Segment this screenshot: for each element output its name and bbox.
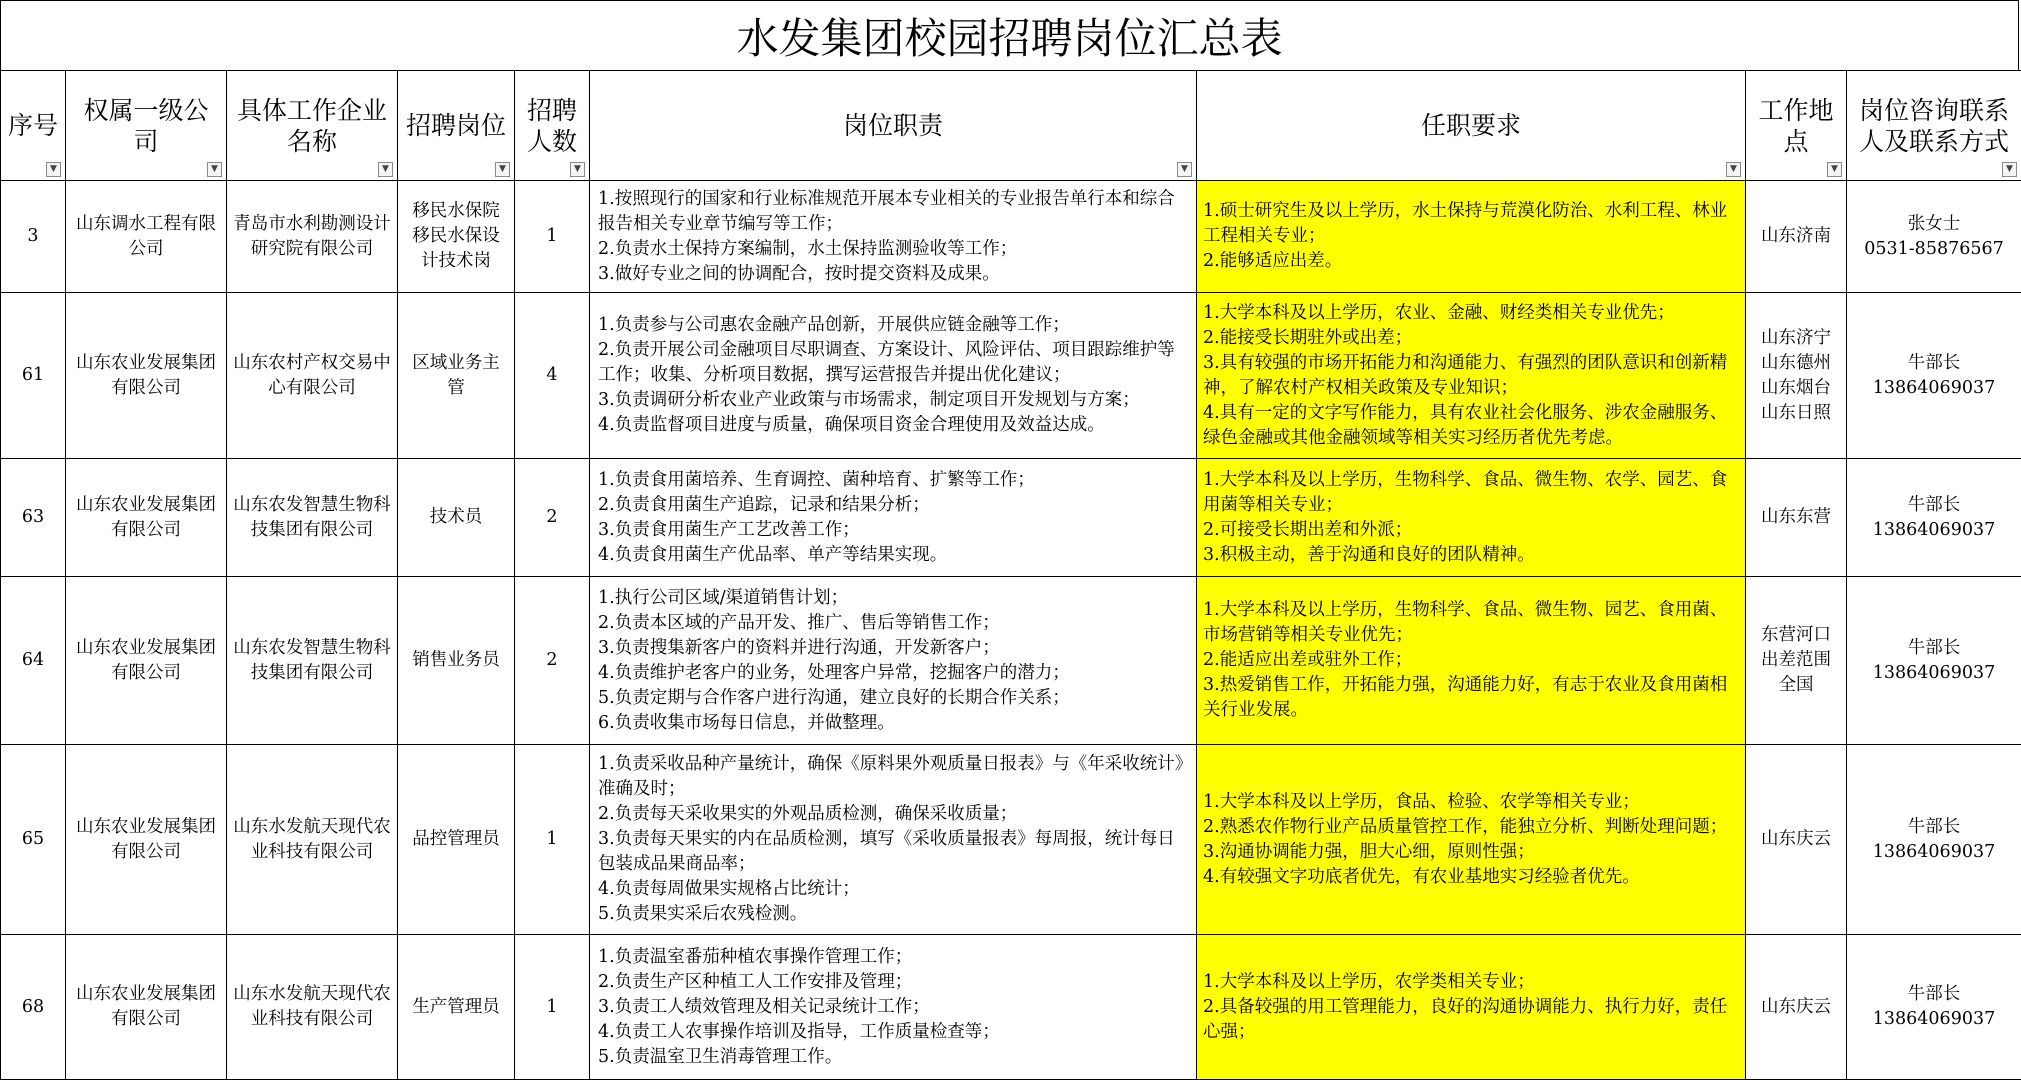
- requirement-line: 4.具有一定的文字写作能力，具有农业社会化服务、涉农金融服务、绿色金融或其他金融领域等相关实习经历者优先考虑。: [1203, 402, 1728, 448]
- duty-line: 4.负责工人农事操作培训及指导，工作质量检查等；: [598, 1021, 1000, 1042]
- cell-duties[interactable]: [590, 459, 1197, 577]
- cell-company[interactable]: 山东农业发展集团有限公司: [66, 577, 227, 745]
- header-no: 序号 ▼: [1, 71, 66, 181]
- filter-dropdown-icon[interactable]: ▼: [570, 162, 585, 177]
- cell-company[interactable]: 山东调水工程有限公司: [66, 181, 227, 293]
- table-row: [1, 577, 2021, 745]
- requirement-line: 1.大学本科及以上学历，生物科学、食品、微生物、农学、园艺、食用菌等相关专业；: [1203, 469, 1728, 515]
- location-line: 山东济南: [1761, 226, 1831, 246]
- table-title: 水发集团校园招聘岗位汇总表: [0, 0, 2019, 70]
- duty-line: 2.负责食用菌生产追踪，记录和结果分析；: [598, 494, 930, 515]
- cell-count[interactable]: 2: [515, 577, 590, 745]
- duty-line: 1.执行公司区域/渠道销售计划；: [598, 587, 849, 608]
- table-row: [1, 459, 2021, 577]
- header-position: 招聘岗位 ▼: [398, 71, 515, 181]
- cell-contact[interactable]: [1847, 459, 2021, 577]
- requirement-line: 2.具备较强的用工管理能力，良好的沟通协调能力、执行力好，责任心强；: [1203, 996, 1728, 1042]
- cell-contact[interactable]: [1847, 935, 2021, 1080]
- contact-phone: 13864069037: [1872, 1009, 1996, 1029]
- contact-phone: 0531-85876567: [1864, 238, 2004, 259]
- cell-location[interactable]: [1746, 935, 1847, 1080]
- cell-duties[interactable]: [590, 293, 1197, 459]
- requirement-line: 1.硕士研究生及以上学历，水土保持与荒漠化防治、水利工程、林业工程相关专业；: [1203, 201, 1728, 246]
- cell-no[interactable]: 65: [1, 745, 66, 935]
- duty-line: 4.负责监督项目进度与质量，确保项目资金合理使用及效益达成。: [598, 415, 1105, 435]
- table-row: [1, 935, 2021, 1080]
- duty-line: 3.负责搜集新客户的资料并进行沟通，开发新客户；: [598, 637, 1000, 658]
- cell-company[interactable]: 山东农业发展集团有限公司: [66, 935, 227, 1080]
- duty-line: 3.做好专业之间的协调配合，按时提交资料及成果。: [598, 263, 1000, 284]
- contact-name: 牛部长: [1907, 816, 1961, 837]
- recruitment-table: [0, 70, 2021, 1080]
- cell-no[interactable]: 64: [1, 577, 66, 745]
- requirement-line: 2.熟悉农作物行业产品质量管控工作，能独立分析、判断处理问题；: [1203, 816, 1728, 837]
- cell-enterprise[interactable]: 山东农发智慧生物科技集团有限公司: [227, 459, 398, 577]
- duty-line: 5.负责温室卫生消毒管理工作。: [598, 1046, 843, 1067]
- cell-position[interactable]: 生产管理员: [398, 935, 515, 1080]
- duty-line: 2.负责水土保持方案编制，水土保持监测验收等工作；: [598, 238, 1018, 259]
- cell-no[interactable]: 68: [1, 935, 66, 1080]
- location-line: 山东庆云: [1761, 829, 1831, 849]
- cell-count[interactable]: 1: [515, 935, 590, 1080]
- cell-position[interactable]: 品控管理员: [398, 745, 515, 935]
- requirement-line: 2.能够适应出差。: [1203, 251, 1343, 271]
- header-duties: 岗位职责 ▼: [590, 71, 1197, 181]
- cell-duties[interactable]: [590, 181, 1197, 293]
- cell-position[interactable]: 移民水保院移民水保设计技术岗: [398, 181, 515, 293]
- table-row: [1, 293, 2021, 459]
- header-requirements: 任职要求 ▼: [1197, 71, 1746, 181]
- location-line: 山东庆云: [1761, 996, 1831, 1017]
- cell-count[interactable]: 4: [515, 293, 590, 459]
- requirement-line: 4.有较强文字功底者优先，有农业基地实习经验者优先。: [1203, 866, 1640, 887]
- duty-line: 3.负责调研分析农业产业政策与市场需求，制定项目开发规划与方案；: [598, 390, 1140, 410]
- cell-duties[interactable]: [590, 577, 1197, 745]
- filter-dropdown-icon[interactable]: ▼: [2002, 162, 2017, 177]
- cell-enterprise[interactable]: 青岛市水利勘测设计研究院有限公司: [227, 181, 398, 293]
- cell-location[interactable]: [1746, 181, 1847, 293]
- duty-line: 1.按照现行的国家和行业标准规范开展本专业相关的专业报告单行本和综合报告相关专业章节编写等工作；: [598, 188, 1175, 234]
- header-count: 招聘人数 ▼: [515, 71, 590, 181]
- duty-line: 1.负责食用菌培养、生育调控、菌种培育、扩繁等工作；: [598, 469, 1035, 490]
- header-contact: 岗位咨询联系人及联系方式 ▼: [1847, 71, 2021, 181]
- header-row: [1, 71, 2021, 181]
- requirement-line: 2.能接受长期驻外或出差；: [1203, 327, 1413, 348]
- cell-requirements[interactable]: [1197, 459, 1746, 577]
- duty-line: 4.负责维护老客户的业务，处理客户异常，挖掘客户的潜力；: [598, 662, 1070, 683]
- cell-enterprise[interactable]: 山东水发航天现代农业科技有限公司: [227, 935, 398, 1080]
- cell-no[interactable]: 3: [1, 181, 66, 293]
- cell-requirements[interactable]: [1197, 745, 1746, 935]
- cell-company[interactable]: 山东农业发展集团有限公司: [66, 459, 227, 577]
- requirement-line: 3.具有较强的市场开拓能力和沟通能力、有强烈的团队意识和创新精神，了解农村产权相关政策及专业知识；: [1203, 352, 1728, 398]
- cell-location[interactable]: [1746, 577, 1847, 745]
- location-line: 山东东营: [1761, 507, 1831, 527]
- location-line: 山东烟台: [1761, 377, 1831, 398]
- cell-location[interactable]: [1746, 293, 1847, 459]
- cell-contact[interactable]: [1847, 181, 2021, 293]
- cell-duties[interactable]: [590, 935, 1197, 1080]
- filter-dropdown-icon[interactable]: ▼: [46, 162, 61, 177]
- cell-enterprise[interactable]: 山东农发智慧生物科技集团有限公司: [227, 577, 398, 745]
- duty-line: 2.负责生产区种植工人工作安排及管理；: [598, 971, 913, 992]
- cell-no[interactable]: 63: [1, 459, 66, 577]
- location-line: 山东日照: [1761, 402, 1831, 423]
- table-body: [1, 181, 2021, 1080]
- duty-line: 2.负责开展公司金融项目尽职调查、方案设计、风险评估、项目跟踪维护等工作；收集、分析项目数据，撰写运营报告并提出优化建议；: [598, 340, 1175, 385]
- cell-location[interactable]: [1746, 745, 1847, 935]
- requirement-line: 1.大学本科及以上学历，农学类相关专业；: [1203, 971, 1535, 992]
- requirement-line: 1.大学本科及以上学历，农业、金融、财经类相关专业优先；: [1203, 302, 1675, 323]
- cell-requirements[interactable]: [1197, 181, 1746, 293]
- contact-name: 牛部长: [1907, 352, 1961, 373]
- cell-requirements[interactable]: [1197, 577, 1746, 745]
- filter-dropdown-icon[interactable]: ▼: [378, 162, 393, 177]
- requirement-line: 1.大学本科及以上学历，食品、检验、农学等相关专业；: [1203, 791, 1640, 812]
- filter-dropdown-icon[interactable]: ▼: [1827, 162, 1842, 177]
- cell-enterprise[interactable]: 山东水发航天现代农业科技有限公司: [227, 745, 398, 935]
- contact-name: 张女士: [1907, 213, 1961, 234]
- cell-contact[interactable]: [1847, 577, 2021, 745]
- cell-position[interactable]: 技术员: [398, 459, 515, 577]
- contact-name: 牛部长: [1907, 494, 1961, 515]
- duty-line: 2.负责每天采收果实的外观品质检测，确保采收质量；: [598, 804, 1018, 824]
- cell-position[interactable]: 销售业务员: [398, 577, 515, 745]
- requirement-line: 3.热爱销售工作，开拓能力强，沟通能力好，有志于农业及食用菌相关行业发展。: [1203, 675, 1728, 720]
- duty-line: 2.负责本区域的产品开发、推广、售后等销售工作；: [598, 612, 1000, 633]
- duty-line: 3.负责食用菌生产工艺改善工作；: [598, 519, 860, 540]
- location-line: 出差范围: [1761, 650, 1831, 670]
- duty-line: 5.负责果实采后农残检测。: [598, 904, 808, 924]
- duty-line: 5.负责定期与合作客户进行沟通，建立良好的长期合作关系；: [598, 687, 1070, 708]
- cell-no[interactable]: 61: [1, 293, 66, 459]
- requirement-line: 2.能适应出差或驻外工作；: [1203, 650, 1413, 670]
- duty-line: 3.负责每天果实的内在品质检测，填写《采收质量报表》每周报，统计每日包装成品果商品率；: [598, 829, 1175, 874]
- cell-requirements[interactable]: [1197, 935, 1746, 1080]
- requirement-line: 3.积极主动，善于沟通和良好的团队精神。: [1203, 544, 1535, 565]
- contact-phone: 13864069037: [1872, 377, 1996, 398]
- table-row: [1, 745, 2021, 935]
- location-line: 东营河口: [1761, 625, 1831, 645]
- duty-line: 6.负责收集市场每日信息，并做整理。: [598, 712, 895, 733]
- cell-enterprise[interactable]: 山东农村产权交易中心有限公司: [227, 293, 398, 459]
- cell-position[interactable]: 区域业务主管: [398, 293, 515, 459]
- table-row: [1, 181, 2021, 293]
- requirement-line: 2.可接受长期出差和外派；: [1203, 519, 1413, 540]
- cell-company[interactable]: 山东农业发展集团有限公司: [66, 745, 227, 935]
- header-location: 工作地点 ▼: [1746, 71, 1847, 181]
- cell-contact[interactable]: [1847, 293, 2021, 459]
- header-enterprise: 具体工作企业名称 ▼: [227, 71, 398, 181]
- requirement-line: 3.沟通协调能力强，胆大心细，原则性强；: [1203, 841, 1535, 862]
- filter-dropdown-icon[interactable]: ▼: [495, 162, 510, 177]
- location-line: 全国: [1778, 675, 1814, 695]
- location-line: 山东德州: [1761, 352, 1831, 373]
- cell-requirements[interactable]: [1197, 293, 1746, 459]
- cell-company[interactable]: 山东农业发展集团有限公司: [66, 293, 227, 459]
- duty-line: 4.负责每周做果实规格占比统计；: [598, 879, 860, 899]
- contact-phone: 13864069037: [1872, 841, 1996, 862]
- location-line: 山东济宁: [1761, 327, 1831, 348]
- cell-contact[interactable]: [1847, 745, 2021, 935]
- duty-line: 1.负责参与公司惠农金融产品创新，开展供应链金融等工作；: [598, 315, 1070, 335]
- filtered-dropdown-icon[interactable]: ▼: [1726, 162, 1741, 177]
- duty-line: 4.负责食用菌生产优品率、单产等结果实现。: [598, 544, 948, 565]
- filter-dropdown-icon[interactable]: ▼: [1177, 162, 1192, 177]
- cell-duties[interactable]: [590, 745, 1197, 935]
- requirement-line: 1.大学本科及以上学历，生物科学、食品、微生物、园艺、食用菌、市场营销等相关专业优先；: [1203, 600, 1728, 645]
- cell-location[interactable]: [1746, 459, 1847, 577]
- duty-line: 1.负责温室番茄种植农事操作管理工作；: [598, 946, 913, 967]
- header-company: 权属一级公司 ▼: [66, 71, 227, 181]
- cell-count[interactable]: 1: [515, 745, 590, 935]
- contact-name: 牛部长: [1907, 637, 1961, 658]
- cell-count[interactable]: 2: [515, 459, 590, 577]
- duty-line: 1.负责采收品种产量统计，确保《原料果外观质量日报表》与《年采收统计》准确及时；: [598, 754, 1184, 799]
- filter-dropdown-icon[interactable]: ▼: [207, 162, 222, 177]
- cell-count[interactable]: 1: [515, 181, 590, 293]
- contact-phone: 13864069037: [1872, 662, 1996, 683]
- contact-phone: 13864069037: [1872, 519, 1996, 540]
- contact-name: 牛部长: [1907, 984, 1961, 1004]
- duty-line: 3.负责工人绩效管理及相关记录统计工作；: [598, 996, 930, 1017]
